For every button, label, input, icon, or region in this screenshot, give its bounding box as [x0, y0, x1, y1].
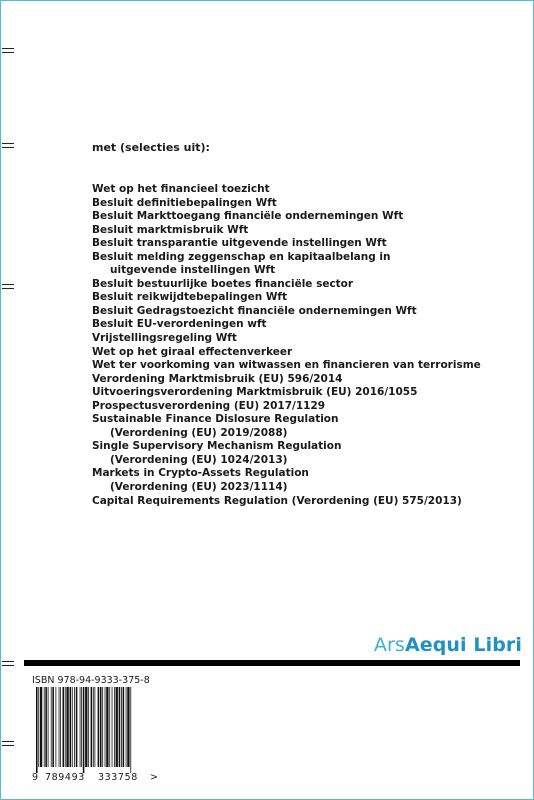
contents-item-title: Markets in Crypto-Assets Regulation — [92, 467, 309, 480]
barcode-bar — [59, 687, 60, 767]
barcode-bar — [123, 687, 125, 767]
contents-item — [92, 183, 512, 197]
contents-item — [92, 346, 512, 360]
barcode-bar — [100, 687, 102, 767]
divider-rule — [24, 660, 520, 666]
contents-item — [92, 197, 512, 211]
contents-item — [92, 251, 512, 278]
contents-item — [92, 278, 512, 292]
contents-item-continuation: uitgevende instellingen Wft — [110, 264, 276, 277]
barcode-bar — [60, 687, 61, 767]
barcode-bar — [95, 687, 96, 767]
contents-item — [92, 210, 512, 224]
contents-item-title: Uitvoeringsverordening Marktmisbruik (EU) 2016/1055 — [92, 386, 418, 399]
barcode-bar — [74, 687, 75, 767]
barcode-bar — [112, 687, 113, 767]
barcode-bar — [66, 687, 68, 767]
publisher-logo-part2: Aequi Libri — [404, 634, 522, 656]
contents-item-title: Wet op het giraal effectenverkeer — [92, 345, 293, 358]
contents-item-title: Single Supervisory Mechanism Regulation — [92, 440, 342, 453]
contents-item — [92, 291, 512, 305]
barcode-bar — [72, 687, 73, 767]
contents-item — [92, 359, 512, 373]
barcode-bar — [102, 687, 103, 767]
contents-item-continuation: (Verordening (EU) 2023/1114) — [110, 481, 288, 494]
barcode-bar — [127, 687, 129, 767]
contents-item-title: Prospectusverordening (EU) 2017/1129 — [92, 399, 326, 412]
barcode-bar — [36, 687, 38, 773]
contents-item-title: Sustainable Finance Dislosure Regulation — [92, 413, 339, 426]
barcode-digit-lead: 9 — [32, 772, 39, 783]
contents-item — [92, 373, 512, 387]
barcode-bar — [105, 687, 106, 767]
contents-item-title: Besluit EU-verordeningen wft — [92, 318, 267, 331]
contents-item-title: Capital Requirements Regulation (Verordening (EU) 575/2013) — [92, 494, 462, 507]
barcode-bar — [40, 687, 42, 767]
cut-mark — [2, 661, 14, 666]
cut-mark — [2, 48, 14, 53]
barcode-bar — [80, 687, 81, 767]
contents-item — [92, 440, 512, 467]
contents-item-title: Besluit reikwijdtebepalingen Wft — [92, 291, 288, 304]
contents-item-title: Besluit transparantie uitgevende instellingen Wft — [92, 237, 387, 250]
barcode-bar — [70, 687, 72, 767]
barcode — [32, 687, 162, 773]
publisher-logo-part1: Ars — [373, 634, 405, 656]
barcode-bar — [106, 687, 108, 767]
contents-item — [92, 386, 512, 400]
barcode-bar — [38, 687, 39, 767]
contents-item-title: Vrijstellingsregeling Wft — [92, 332, 237, 345]
barcode-bar — [63, 687, 65, 767]
contents-item-continuation: (Verordening (EU) 1024/2013) — [110, 453, 288, 466]
contents-item — [92, 495, 512, 509]
contents-item-title: Besluit melding zeggenschap en kapitaalbelang in — [92, 250, 391, 263]
contents-item-title: Besluit marktmisbruik Wft — [92, 223, 249, 236]
barcode-bar — [44, 687, 45, 767]
publisher-logo — [374, 634, 522, 656]
barcode-digits-right: 333758 — [98, 772, 138, 783]
contents-item-title: Besluit definitiebepalingen Wft — [92, 196, 277, 209]
cut-mark — [2, 284, 14, 289]
barcode-bar — [119, 687, 121, 767]
isbn-label: ISBN 978-94-9333-375-8 — [32, 675, 150, 686]
barcode-digits-left: 789493 — [45, 772, 85, 783]
contents-item — [92, 318, 512, 332]
barcode-bar — [93, 687, 94, 767]
contents-item — [92, 413, 512, 440]
contents-item-continuation: (Verordening (EU) 2019/2088) — [110, 426, 288, 439]
barcode-bar — [52, 687, 54, 767]
barcode-bar — [126, 687, 127, 767]
barcode-bar — [83, 687, 85, 773]
contents-item — [92, 237, 512, 251]
contents-item-title: Besluit bestuurlijke boetes financiële sector — [92, 277, 354, 290]
barcode-bar — [121, 687, 122, 767]
barcode-bar — [114, 687, 115, 767]
barcode-trail: > — [150, 772, 158, 783]
barcode-bar — [76, 687, 78, 767]
barcode-bar — [48, 687, 49, 767]
barcode-bar — [91, 687, 93, 767]
contents-item — [92, 305, 512, 319]
contents-item-title: Verordening Marktmisbruik (EU) 596/2014 — [92, 372, 343, 385]
barcode-bar — [45, 687, 47, 767]
barcode-bar — [116, 687, 118, 767]
barcode-bar — [51, 687, 52, 767]
contents-item — [92, 467, 512, 494]
contents-item — [92, 400, 512, 414]
barcode-bar — [85, 687, 87, 767]
contents-list — [92, 183, 512, 508]
barcode-bar — [56, 687, 57, 767]
contents-intro: met (selecties uit): — [92, 141, 210, 154]
cut-mark — [2, 741, 14, 746]
contents-item-title: Besluit Gedragstoezicht financiële ondernemingen Wft — [92, 304, 417, 317]
barcode-bar — [88, 687, 89, 767]
barcode-bar — [109, 687, 110, 767]
barcode-bar — [81, 687, 82, 767]
barcode-bar — [65, 687, 66, 767]
contents-item — [92, 224, 512, 238]
cut-mark — [2, 143, 14, 148]
contents-item-title: Besluit Markttoegang financiële ondernemingen Wft — [92, 210, 404, 223]
barcode-bar — [130, 687, 131, 773]
barcode-bar — [98, 687, 100, 767]
contents-item-title: Wet op het financieel toezicht — [92, 183, 270, 195]
contents-item-title: Wet ter voorkoming van witwassen en financieren van terrorisme — [92, 359, 481, 372]
contents-item — [92, 332, 512, 346]
